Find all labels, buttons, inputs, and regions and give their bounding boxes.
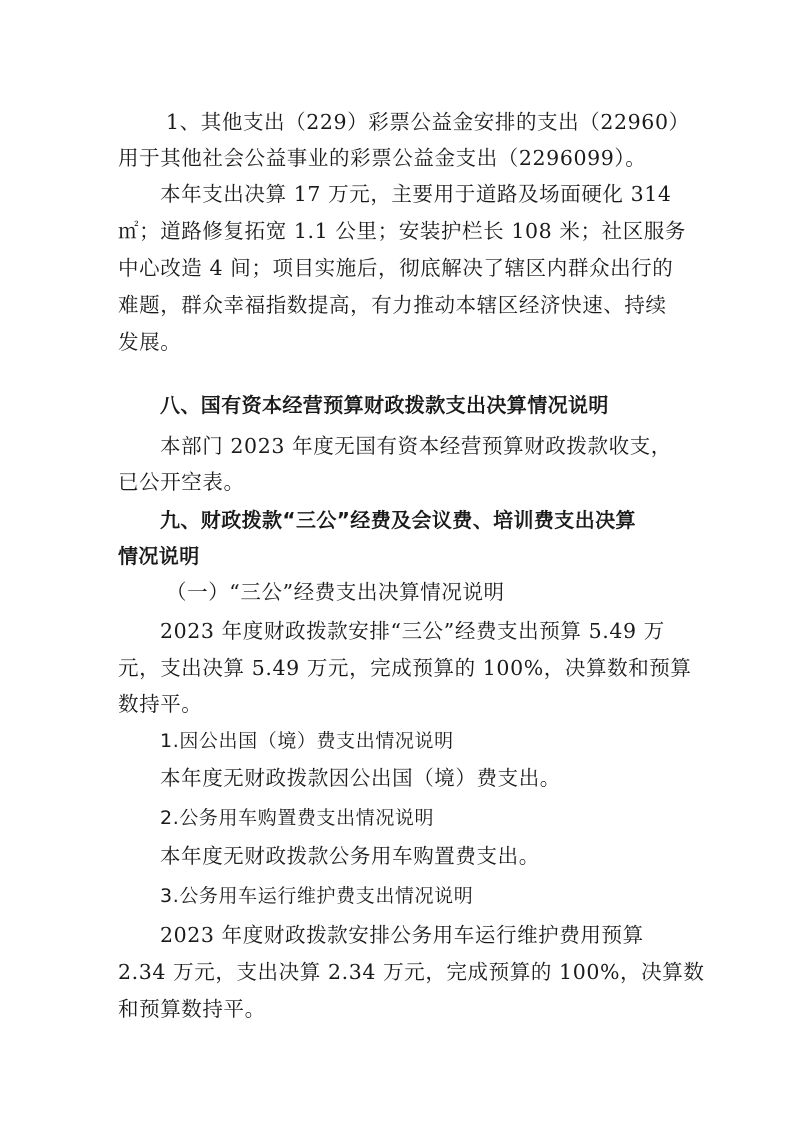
paragraph-line: 和预算数持平。 [118, 997, 266, 1021]
paragraph-line: 2.34 万元，支出决算 2.34 万元，完成预算的 100%，决算数 [118, 960, 705, 984]
item-heading-3: 3.公务用车运行维护费支出情况说明 [160, 885, 474, 907]
paragraph-line: 1、其他支出（229）彩票公益金安排的支出（22960） [166, 110, 690, 134]
paragraph-line: 本年支出决算 17 万元，主要用于道路及场面硬化 314 [160, 182, 672, 206]
paragraph-line: 难题，群众幸福指数提高，有力推动本辖区经济快速、持续 [118, 293, 667, 317]
section-heading-nine: 九、财政拨款“三公”经费及会议费、培训费支出决算 [160, 508, 636, 532]
subsection-heading: （一）“三公”经费支出决算情况说明 [166, 580, 505, 604]
paragraph-line: ㎡；道路修复拓宽 1.1 公里；安装护栏长 108 米；社区服务 [118, 219, 686, 243]
paragraph-line: 数持平。 [118, 692, 203, 716]
section-heading-nine-cont: 情况说明 [118, 544, 200, 568]
paragraph-line: 中心改造 4 间；项目实施后，彻底解决了辖区内群众出行的 [118, 256, 674, 280]
paragraph-line: 元，支出决算 5.49 万元，完成预算的 100%，决算数和预算 [118, 656, 692, 680]
item-heading-2: 2.公务用车购置费支出情况说明 [160, 807, 435, 829]
paragraph-line: 本年度无财政拨款因公出国（境）费支出。 [160, 766, 561, 790]
paragraph-line: 发展。 [118, 330, 182, 354]
section-heading-eight: 八、国有资本经营预算财政拨款支出决算情况说明 [160, 393, 609, 417]
paragraph-line: 用于其他社会公益事业的彩票公益金支出（2296099）。 [118, 146, 647, 170]
paragraph-line: 2023 年度财政拨款安排“三公”经费支出预算 5.49 万 [160, 619, 665, 643]
paragraph-line: 2023 年度财政拨款安排公务用车运行维护费用预算 [160, 923, 644, 947]
paragraph-line: 本年度无财政拨款公务用车购置费支出。 [160, 844, 540, 868]
item-heading-1: 1.因公出国（境）费支出情况说明 [160, 730, 454, 752]
paragraph-line: 本部门 2023 年度无国有资本经营预算财政拨款收支， [160, 434, 672, 458]
paragraph-line: 已公开空表。 [118, 470, 245, 494]
